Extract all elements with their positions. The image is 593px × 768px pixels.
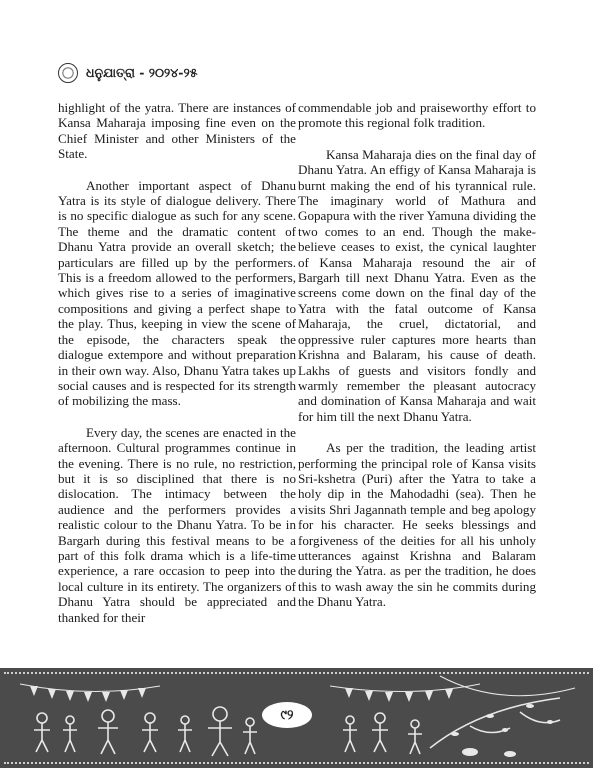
right-column [298, 100, 536, 626]
paragraph: commendable job and praiseworthy effort to promote this regional folk tradition. [298, 100, 536, 131]
paragraph: Every day, the scenes are enacted in the afternoon. Cultural programmes continue in the evening. There is no rule, no restriction, but it is so disciplined that there is no dislocation. The intimacy between the audience and the performers provides a realistic colour to the Dhanu Yatra. To be in Bargarh during this festival means to be a part of this folk drama which is a life-time experience, a rare occasion to peep into the local culture in its entirety. The organizers of Dhanu Yatra should be appreciated and thanked for their [58, 424, 296, 625]
paragraph: Another important aspect of Dhanu Yatra is its style of dialogue delivery. There is no specific dialogue as such for any scene. The theme and the dramatic content of Dhanu Yatra provide an overall sketch; the particulars are filled up by the performers. This is a freedom allowed to the performers, which gives rise to a series of imaginative compositions and giving a perfect shape to the play. Thus, keeping in view the scene of the episode, the characters speak the dialogue extempore and without preparation in their own way. Also, Dhanu Yatra takes up social causes and is respected for its strength of mobilizing the mass. [58, 177, 296, 409]
running-title: ଧନୁଯାତ୍ରା - ୨୦୨୪-୨୫ [86, 65, 198, 80]
paragraph: highlight of the yatra. There are instances of Kansa Maharaja imposing fine even on the Chief Minister and other Ministers of the State. [58, 100, 296, 162]
left-column [58, 100, 296, 641]
footer-band [0, 668, 593, 768]
running-header [58, 62, 198, 84]
paragraph: Kansa Maharaja dies on the final day of Dhanu Yatra. An effigy of Kansa Maharaja is burnt making the end of his tyrannical rule. The imaginary world of Mathura and Gopapura with the river Yamuna dividing the two comes to an end. Though the make-believe ceases to exist, the cynical laughter of Kansa Maharaja resound the air of Bargarh till next Dhanu Yatra. Even as the screens come down on the final day of the Yatra with the fatal outcome of Kansa Maharaja, the cruel, dictatorial, and oppressive ruler captures more hearts than Krishna and Balaram, his cause of death. Lakhs of guests and visitors fondly and warmly remember the pleasant autocracy and domination of Kansa Maharaja and wait for him till the next Dhanu Yatra. [298, 146, 536, 424]
page-number: ୯୨ [262, 702, 312, 728]
paragraph: As per the tradition, the leading artist performing the principal role of Kansa visits Sri-kshetra (Puri) after the Yatra to take a holy dip in the Mahodadhi (sea). Then he visits Shri Jagannath temple and beg apology for his character. He seeks blessings and forgiveness of the deities for all his unholy utterances against Krishna and Balaram during the Yatra. as per the tradition, he does this to wash away the sin he commits during the Dhanu Yatra. [298, 440, 536, 610]
emblem-seal-icon [58, 63, 78, 83]
